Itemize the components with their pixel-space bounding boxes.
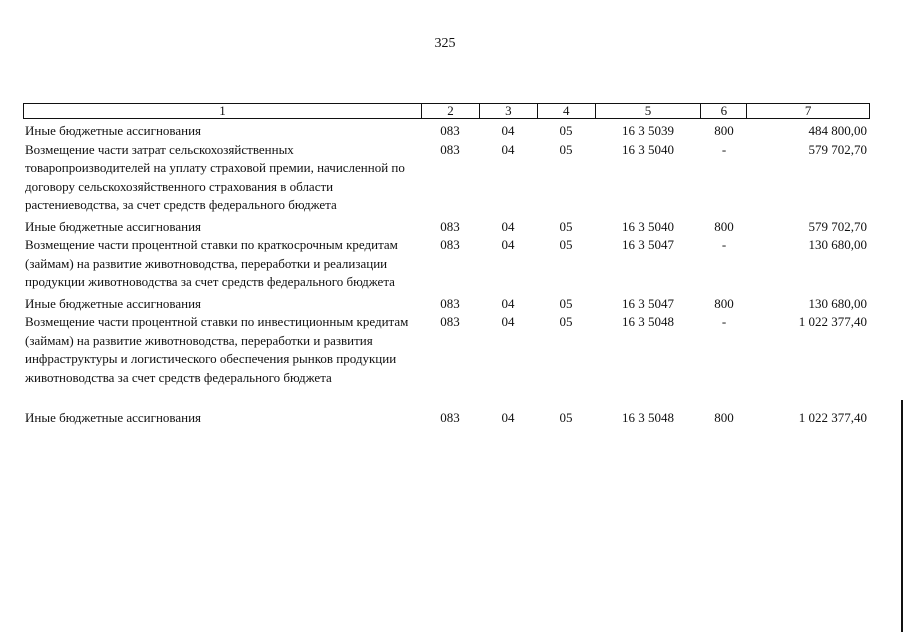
cell-target-article: 16 3 5048 [622, 314, 674, 329]
cell-ministry-code: 083 [440, 295, 460, 311]
cell-ministry-code: 083 [440, 314, 460, 329]
cell-expense-type: 800 [714, 218, 734, 234]
cell-expense-type: 800 [714, 410, 734, 425]
cell-subsection: 05 [559, 123, 573, 138]
cell-amount: 579 702,70 [808, 218, 867, 234]
budget-table [23, 103, 870, 428]
scan-edge-bar [901, 400, 903, 632]
cell-subsection: 05 [559, 218, 573, 234]
cell-expense-type: 800 [714, 123, 734, 138]
row-name: Возмещение части затрат сельскохозяйственных товаропроизводителей на уплату страховой премии, начисленной по договору сельскохозяйственного страхования в области растениеводства, за счет средств федерального бюджета [25, 141, 405, 212]
cell-ministry-code: 083 [440, 410, 460, 425]
cell-section: 04 [501, 218, 515, 234]
column-header-1: 1 [219, 103, 226, 118]
row-name: Иные бюджетные ассигнования [25, 295, 202, 311]
cell-section: 04 [501, 295, 515, 311]
cell-amount: 579 702,70 [808, 141, 867, 157]
cell-amount: 130 680,00 [808, 295, 867, 311]
cell-section: 04 [501, 141, 515, 157]
table-row [23, 236, 870, 292]
table-row [23, 409, 870, 428]
cell-subsection: 05 [559, 410, 573, 425]
cell-ministry-code: 083 [440, 218, 460, 234]
cell-target-article: 16 3 5040 [622, 218, 674, 234]
row-name: Возмещение части процентной ставки по краткосрочным кредитам (займам) на развитие животноводства, переработки и реализации продукции животноводства за счет средств федерального бюджета [25, 237, 398, 289]
column-header-2: 2 [421, 104, 479, 118]
cell-subsection: 05 [559, 237, 573, 252]
row-name: Иные бюджетные ассигнования [25, 218, 202, 234]
row-name: Иные бюджетные ассигнования [25, 123, 202, 138]
cell-target-article: 16 3 5040 [622, 141, 674, 157]
table-row [23, 122, 870, 141]
cell-ministry-code: 083 [440, 141, 460, 157]
column-header-4: 4 [537, 104, 595, 118]
cell-section: 04 [501, 237, 515, 252]
cell-section: 04 [501, 314, 515, 329]
cell-target-article: 16 3 5048 [622, 410, 674, 425]
cell-subsection: 05 [559, 141, 573, 157]
cell-target-article: 16 3 5039 [622, 123, 674, 138]
row-name: Иные бюджетные ассигнования [25, 410, 202, 425]
column-header-5: 5 [595, 104, 701, 118]
cell-subsection: 05 [559, 295, 573, 311]
table-header-row [23, 103, 870, 119]
cell-ministry-code: 083 [440, 123, 460, 138]
cell-amount: 484 800,00 [808, 123, 867, 138]
cell-expense-type: - [721, 314, 727, 329]
cell-amount: 1 022 377,40 [798, 314, 867, 329]
column-header-7: 7 [746, 104, 869, 118]
cell-amount: 130 680,00 [808, 237, 867, 252]
table-row [23, 295, 870, 314]
cell-section: 04 [501, 123, 515, 138]
row-name: Возмещение части процентной ставки по инвестиционным кредитам (займам) на развитие животноводства, переработки и развития инфраструктуры и логистического обеспечения рынков продукции животноводства за счет средств федерального бюджета [25, 314, 409, 385]
cell-expense-type: - [721, 237, 727, 252]
cell-subsection: 05 [559, 314, 573, 329]
cell-target-article: 16 3 5047 [622, 295, 674, 311]
page-number: 325 [434, 36, 456, 51]
cell-expense-type: 800 [714, 295, 734, 311]
table-row [23, 218, 870, 237]
cell-amount: 1 022 377,40 [798, 410, 867, 425]
column-header-6: 6 [700, 104, 746, 118]
cell-target-article: 16 3 5047 [622, 237, 674, 252]
table-row [23, 313, 870, 387]
column-header-3: 3 [479, 104, 537, 118]
cell-ministry-code: 083 [440, 237, 460, 252]
cell-expense-type: - [721, 141, 727, 157]
table-row [23, 141, 870, 215]
cell-section: 04 [501, 410, 515, 425]
